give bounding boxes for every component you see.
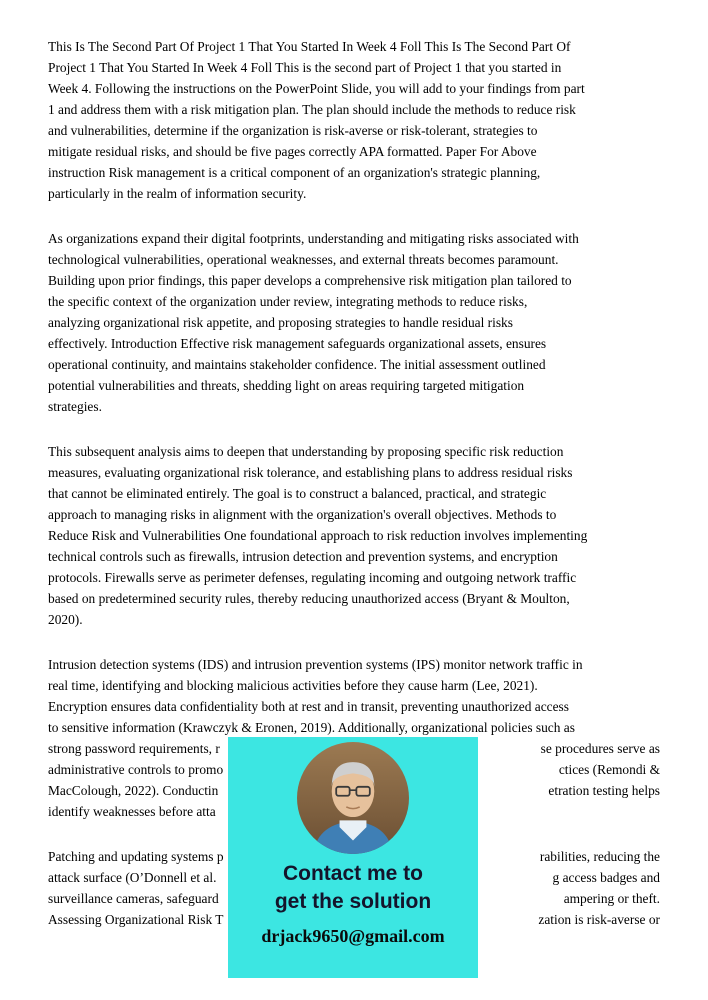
text-line: Week 4. Following the instructions on the PowerPoint Slide, you will add to your findings from part bbox=[48, 81, 585, 96]
text-line: that cannot be eliminated entirely. The goal is to construct a balanced, practical, and strategic bbox=[48, 486, 547, 501]
text-line-left-fragment: Assessing Organizational Risk T bbox=[48, 912, 224, 927]
text-line-right-fragment: zation is risk-averse or bbox=[538, 912, 660, 927]
tutor-photo bbox=[297, 742, 409, 854]
ad-headline-line1: Contact me to bbox=[282, 862, 423, 885]
text-line: 1 and address them with a risk mitigation plan. The plan should include the methods to reduce risk bbox=[48, 102, 576, 117]
text-line: technical controls such as firewalls, intrusion detection and prevention systems, and encryption bbox=[48, 549, 558, 564]
text-line-right-fragment: rabilities, reducing the bbox=[539, 849, 660, 864]
text-line: This subsequent analysis aims to deepen that understanding by proposing specific risk reduction bbox=[48, 444, 564, 459]
text-line: operational continuity, and maintains stakeholder confidence. The initial assessment outlined bbox=[48, 357, 546, 372]
text-line: effectively. Introduction Effective risk management safeguards organizational assets, ensures bbox=[48, 336, 547, 351]
text-line: technological vulnerabilities, operational weaknesses, and external threats becomes paramount. bbox=[48, 252, 559, 267]
text-line: As organizations expand their digital footprints, understanding and mitigating risks associated with bbox=[48, 231, 579, 246]
text-line: This Is The Second Part Of Project 1 That You Started In Week 4 Foll This Is The Second Part Of bbox=[48, 39, 571, 54]
text-line-right-fragment: ctices (Remondi & bbox=[558, 762, 660, 777]
text-line: strategies. bbox=[48, 399, 102, 414]
paragraph bbox=[48, 441, 660, 630]
text-line-left-fragment: Patching and updating systems p bbox=[48, 849, 224, 864]
text-line: the specific context of the organization under review, integrating methods to reduce risks, bbox=[48, 294, 528, 309]
text-line: measures, evaluating organizational risk tolerance, and establishing plans to address residual risks bbox=[48, 465, 573, 480]
text-line-left-fragment: surveillance cameras, safeguard bbox=[48, 891, 219, 906]
text-line: Reduce Risk and Vulnerabilities One foundational approach to risk reduction involves implementing bbox=[48, 528, 588, 543]
text-line-left-fragment: identify weaknesses before atta bbox=[48, 804, 216, 819]
paragraph bbox=[48, 228, 660, 417]
text-line: potential vulnerabilities and threats, shedding light on areas requiring targeted mitigation bbox=[48, 378, 525, 393]
text-line-left-fragment: strong password requirements, r bbox=[48, 741, 220, 756]
ad-headline bbox=[228, 860, 478, 916]
text-line: real time, identifying and blocking malicious activities before they cause harm (Lee, 2021). bbox=[48, 678, 538, 693]
paragraph bbox=[48, 36, 660, 204]
text-line-right-fragment: etration testing helps bbox=[548, 783, 660, 798]
text-line: Encryption ensures data confidentiality both at rest and in transit, preventing unauthorized access bbox=[48, 699, 569, 714]
contact-ad-overlay[interactable] bbox=[228, 737, 478, 978]
text-line: mitigate residual risks, and should be five pages correctly APA formatted. Paper For Above bbox=[48, 144, 537, 159]
text-line-right-fragment: ampering or theft. bbox=[563, 891, 660, 906]
text-line-left-fragment: attack surface (O’Donnell et al. bbox=[48, 870, 217, 885]
text-line-right-fragment: se procedures serve as bbox=[540, 741, 660, 756]
ad-headline-line2: get the solution bbox=[274, 890, 432, 913]
text-line-left-fragment: MacColough, 2022). Conductin bbox=[48, 783, 219, 798]
text-line-right-fragment: g access badges and bbox=[552, 870, 660, 885]
text-line: 2020). bbox=[48, 612, 83, 627]
text-line: Intrusion detection systems (IDS) and intrusion prevention systems (IPS) monitor network traffic in bbox=[48, 657, 583, 672]
ad-email[interactable]: drjack9650@gmail.com bbox=[261, 926, 445, 946]
tutor-photo-placeholder bbox=[297, 742, 409, 854]
text-line: to sensitive information (Krawczyk & Eronen, 2019). Additionally, organizational policies such as bbox=[48, 720, 575, 735]
text-line-left-fragment: administrative controls to promo bbox=[48, 762, 224, 777]
text-line: approach to managing risks in alignment with the organization's overall objectives. Methods to bbox=[48, 507, 557, 522]
text-line: analyzing organizational risk appetite, and proposing strategies to handle residual risks bbox=[48, 315, 513, 330]
text-line: Building upon prior findings, this paper develops a comprehensive risk mitigation plan tailored to bbox=[48, 273, 572, 288]
text-line: protocols. Firewalls serve as perimeter defenses, regulating incoming and outgoing network traffic bbox=[48, 570, 577, 585]
text-line: Project 1 That You Started In Week 4 Foll This is the second part of Project 1 that you started in bbox=[48, 60, 562, 75]
text-line: particularly in the realm of information security. bbox=[48, 186, 307, 201]
text-line: instruction Risk management is a critical component of an organization's strategic planning, bbox=[48, 165, 541, 180]
text-line: based on predetermined security rules, thereby reducing unauthorized access (Bryant & Moulton, bbox=[48, 591, 570, 606]
text-line: and vulnerabilities, determine if the organization is risk-averse or risk-tolerant, strategies to bbox=[48, 123, 538, 138]
